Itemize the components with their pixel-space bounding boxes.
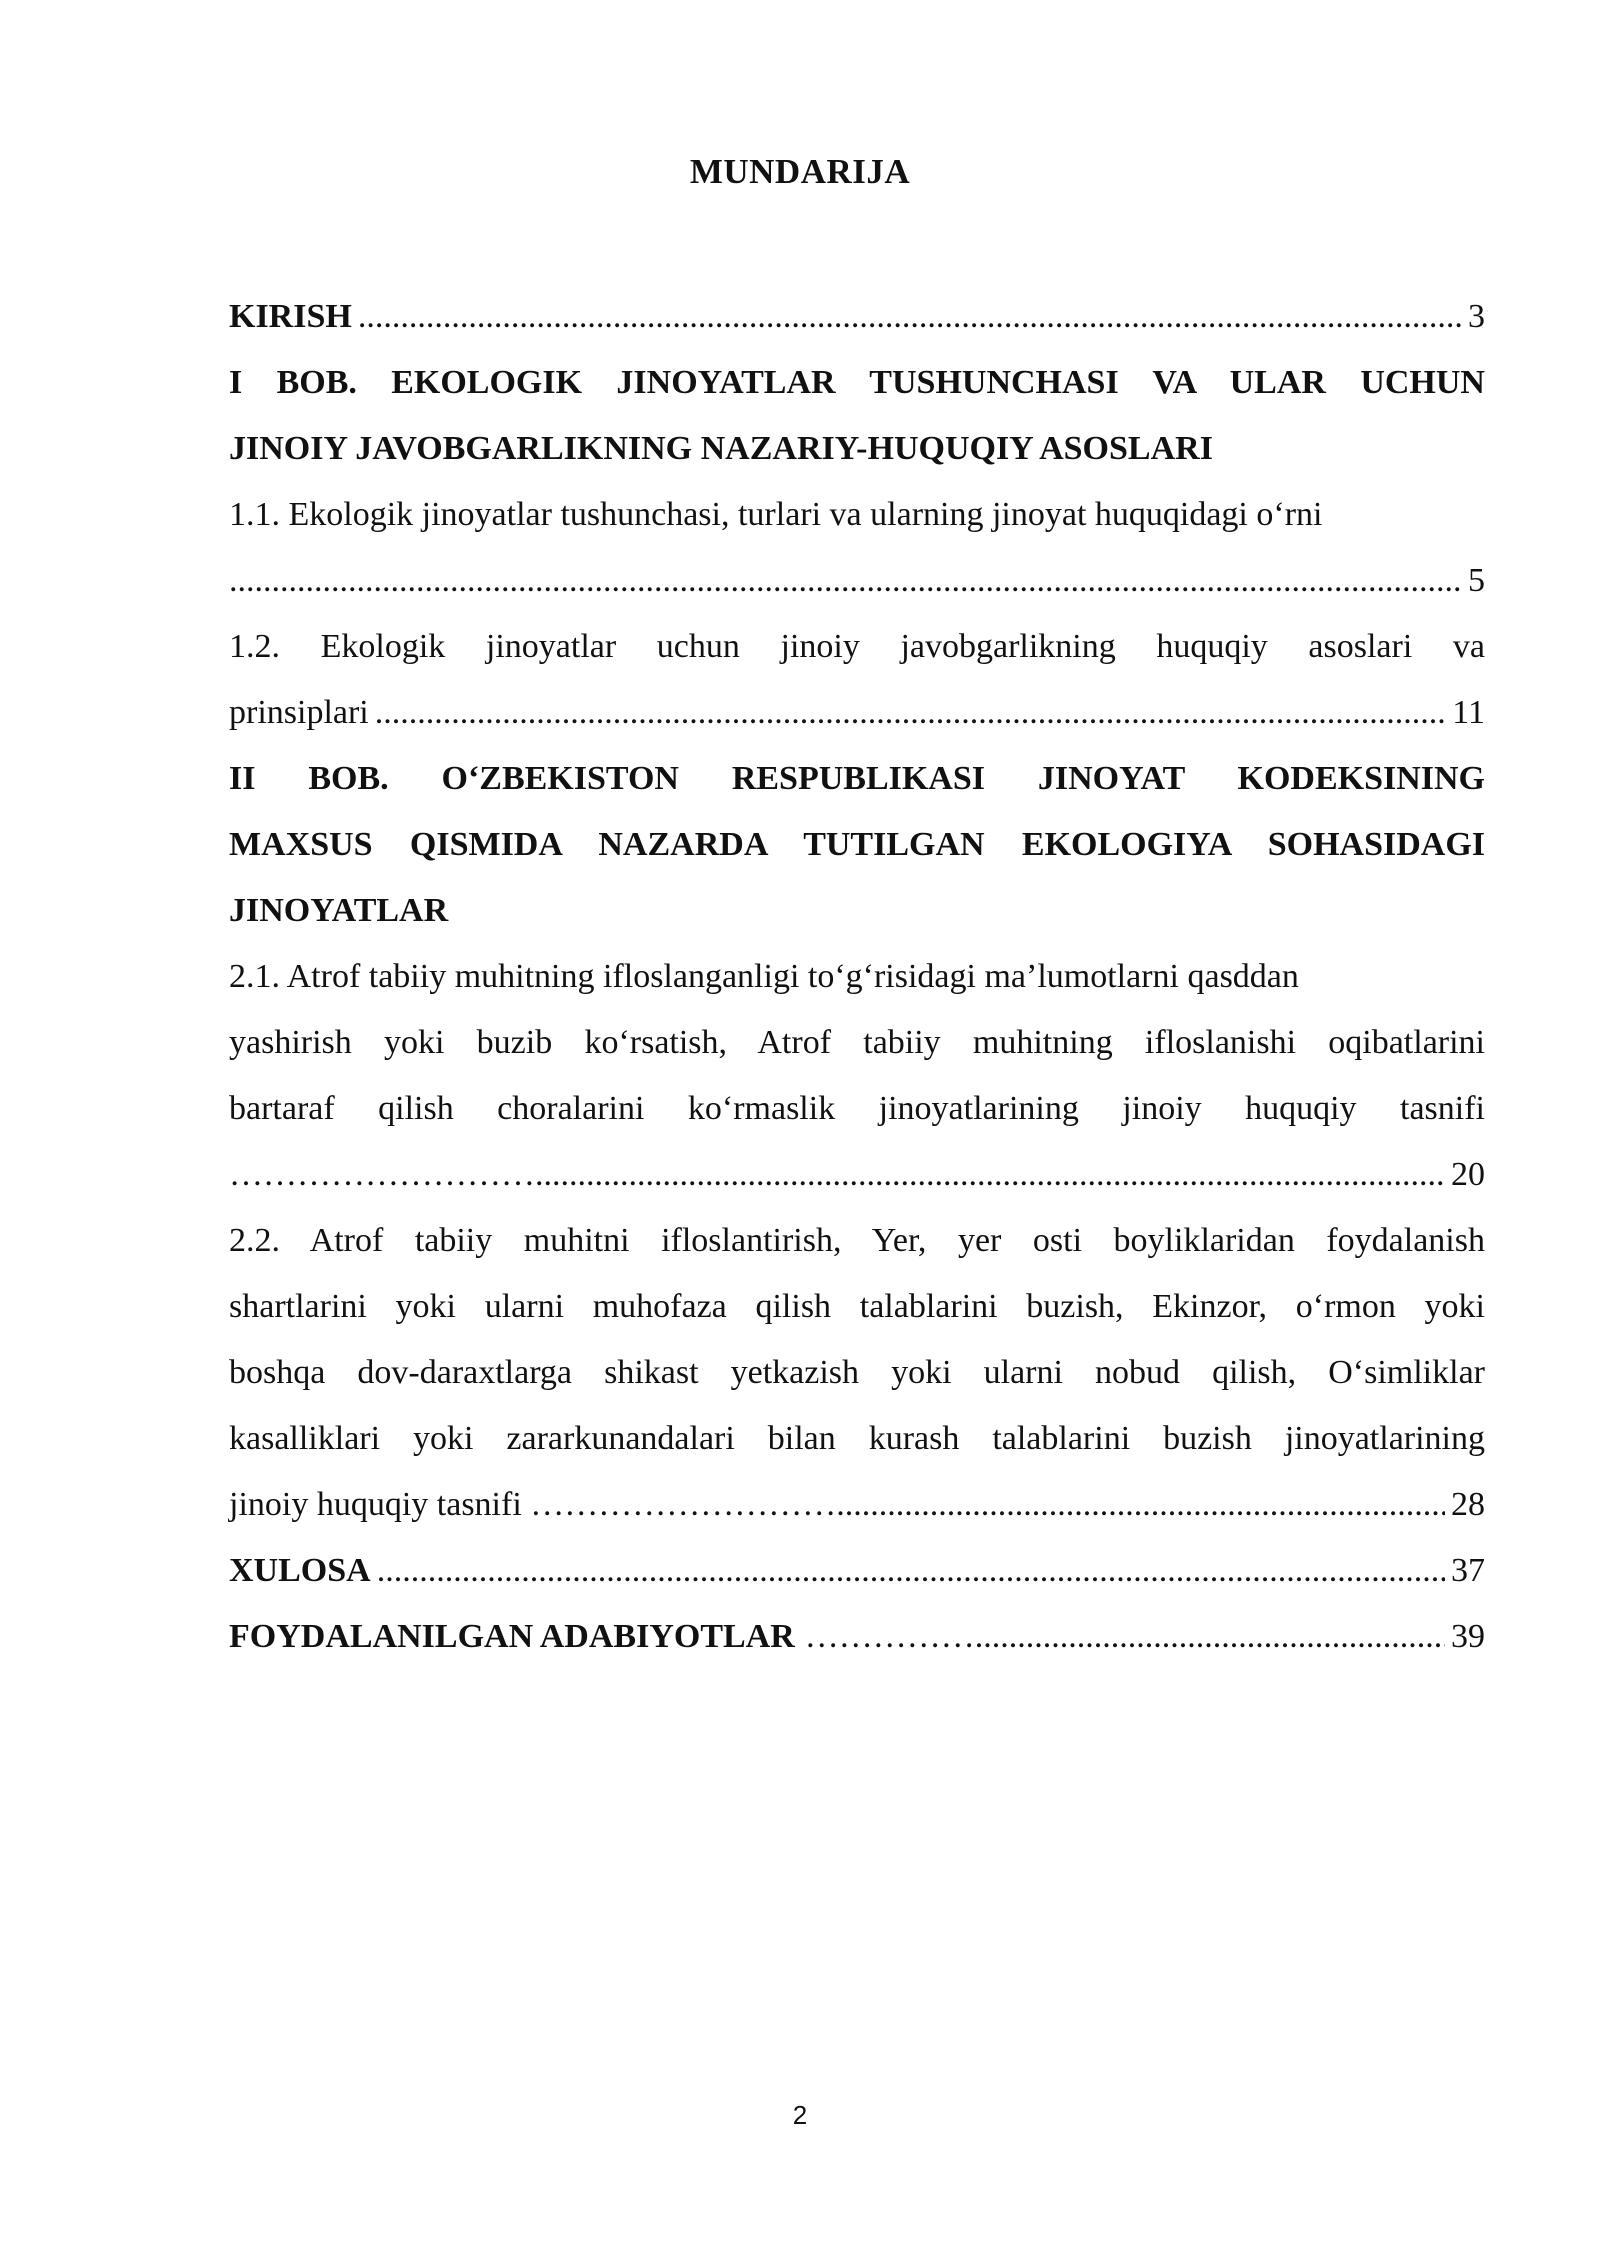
leader-dots [377, 1538, 1445, 1604]
leader-dots [975, 1604, 1445, 1670]
toc-chapter-1-line-1[interactable]: I BOB. EKOLOGIK JINOYATLAR TUSHUNCHASI VA ULAR UCHUN [229, 364, 1485, 401]
toc-section-1-1-page-line[interactable] [229, 548, 1485, 614]
toc-section-2-1-line-2[interactable]: yashirish yoki buzib ko‘rsatish, Atrof tabiiy muhitning ifloslanishi oqibatlarini [229, 1024, 1485, 1061]
toc-section-2-2-line-1[interactable]: 2.2. Atrof tabiiy muhitni ifloslantirish, Yer, yer osti boyliklaridan foydalanish [229, 1222, 1485, 1259]
toc-section-2-2-line-2[interactable]: shartlarini yoki ularni muhofaza qilish talablarini buzish, Ekinzor, o‘rmon yoki [229, 1288, 1485, 1325]
toc-page-number: 11 [1452, 694, 1485, 731]
leader-dots [375, 680, 1446, 746]
leader-dots [845, 1472, 1445, 1538]
toc-entry-label: XULOSA [229, 1552, 371, 1589]
toc-entry-adabiyotlar[interactable] [229, 1604, 1485, 1670]
table-of-contents [229, 284, 1485, 1670]
leader-dots [544, 1142, 1446, 1208]
toc-page-number: 5 [1468, 562, 1485, 599]
toc-entry-label: FOYDALANILGAN ADABIYOTLAR [229, 1618, 795, 1655]
toc-section-2-1-page-line[interactable] [229, 1142, 1485, 1208]
toc-section-1-1-title[interactable]: 1.1. Ekologik jinoyatlar tushunchasi, turlari va ularning jinoyat huquqidagi o‘rni [229, 496, 1323, 533]
toc-page-number: 20 [1451, 1156, 1485, 1193]
toc-section-1-2-page-line[interactable] [229, 680, 1485, 746]
toc-ellipsis: ………………………. [229, 1156, 544, 1193]
toc-entry-xulosa[interactable] [229, 1538, 1485, 1604]
toc-chapter-2-line-2[interactable]: MAXSUS QISMIDA NAZARDA TUTILGAN EKOLOGIYA SOHASIDAGI [229, 826, 1485, 863]
toc-chapter-1-line-2[interactable]: JINOIY JAVOBGARLIKNING NAZARIY-HUQUQIY ASOSLARI [229, 430, 1213, 467]
toc-page-number: 3 [1468, 298, 1485, 335]
toc-section-2-1-line-3[interactable]: bartaraf qilish choralarini ko‘rmaslik jinoyatlarining jinoiy huquqiy tasnifi [229, 1090, 1485, 1127]
toc-chapter-2-line-3[interactable]: JINOYATLAR [229, 892, 449, 929]
toc-page-number: 39 [1451, 1618, 1485, 1655]
toc-section-2-2-line-4[interactable]: kasalliklari yoki zararkunandalari bilan kurash talablarini buzish jinoyatlarining [229, 1420, 1485, 1457]
toc-entry-label: KIRISH [229, 298, 352, 335]
toc-ellipsis: …………… [804, 1618, 975, 1655]
toc-section-2-2-page-line[interactable] [229, 1472, 1485, 1538]
toc-entry-kirish[interactable] [229, 284, 1485, 350]
toc-page-number: 28 [1451, 1486, 1485, 1523]
leader-dots [229, 548, 1462, 614]
toc-entry-label: prinsiplari [229, 694, 369, 731]
toc-section-2-2-line-3[interactable]: boshqa dov-daraxtlarga shikast yetkazish yoki ularni nobud qilish, O‘simliklar [229, 1354, 1485, 1391]
toc-section-2-1-line-1[interactable]: 2.1. Atrof tabiiy muhitning ifloslanganligi to‘g‘risidagi ma’lumotlarni qasddan [229, 958, 1299, 995]
page-number: 2 [792, 2100, 808, 2130]
toc-section-1-2-title[interactable]: 1.2. Ekologik jinoyatlar uchun jinoiy javobgarlikning huquqiy asoslari va [229, 628, 1485, 665]
leader-dots [358, 284, 1462, 350]
page-title: MUNDARIJA [689, 152, 911, 191]
toc-chapter-2-line-1[interactable]: II BOB. O‘ZBEKISTON RESPUBLIKASI JINOYAT KODEKSINING [229, 760, 1485, 797]
toc-page-number: 37 [1451, 1552, 1485, 1589]
toc-entry-label: jinoiy huquqiy tasnifi ………………………. [229, 1486, 845, 1523]
